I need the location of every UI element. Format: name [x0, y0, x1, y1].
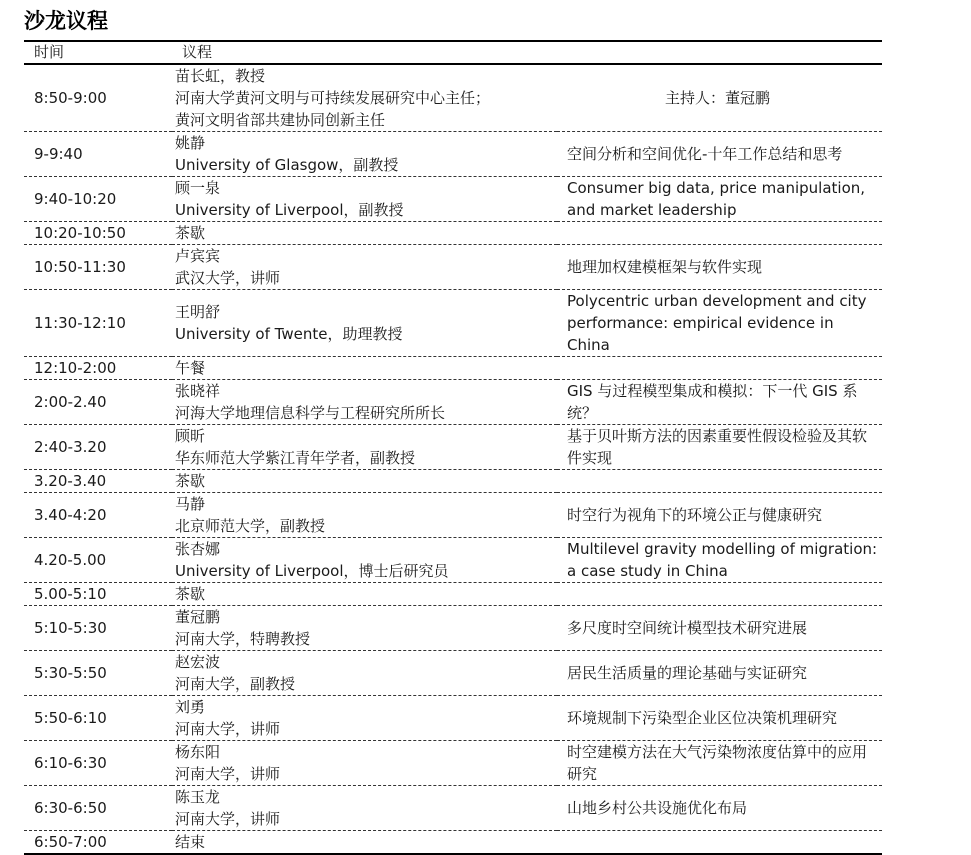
- topic-cell: [557, 222, 882, 245]
- time-cell: 9:40-10:20: [34, 190, 117, 208]
- speaker-cell: [172, 290, 557, 357]
- table-header-row: [24, 41, 882, 64]
- time-cell: 8:50-9:00: [34, 89, 107, 107]
- speaker-cell: [172, 425, 557, 470]
- time-cell: 3.20-3.40: [34, 472, 107, 490]
- table-row: [24, 470, 882, 493]
- speaker-name: 王明舒: [175, 303, 221, 321]
- topic-cell: 空间分析和空间优化-十年工作总结和思考: [567, 145, 843, 163]
- table-row: [24, 741, 882, 786]
- speaker-affiliation: 华东师范大学紫江青年学者，副教授: [175, 449, 416, 467]
- topic-cell: Multilevel gravity modelling of migration: a case study in China: [567, 540, 878, 580]
- speaker-name: 刘勇: [175, 698, 206, 716]
- speaker-cell: [172, 380, 557, 425]
- speaker-cell: [172, 741, 557, 786]
- speaker-name: 杨东阳: [175, 743, 221, 761]
- speaker-affiliation: University of Liverpool，副教授: [175, 201, 404, 219]
- speaker-cell: [172, 696, 557, 741]
- table-row: [24, 290, 882, 357]
- speaker-name: 张杏娜: [175, 540, 221, 558]
- speaker-affiliation: 河海大学地理信息科学与工程研究所所长: [175, 404, 446, 422]
- time-cell: 2:00-2.40: [34, 393, 107, 411]
- speaker-cell: [172, 64, 557, 132]
- speaker-name: 顾一泉: [175, 179, 221, 197]
- time-cell: 4.20-5.00: [34, 551, 107, 569]
- speaker-cell: [172, 583, 557, 606]
- time-cell: 11:30-12:10: [34, 314, 126, 332]
- speaker-affiliation: 河南大学，讲师: [175, 720, 281, 738]
- header-topic: [557, 41, 882, 64]
- speaker-name: 苗长虹，教授: [175, 67, 266, 85]
- speaker-cell: [172, 357, 557, 380]
- speaker-name: 马静: [175, 495, 206, 513]
- time-cell: 6:50-7:00: [34, 833, 107, 851]
- agenda-body: [24, 64, 882, 854]
- topic-cell: 山地乡村公共设施优化布局: [567, 799, 748, 817]
- speaker-cell: [172, 831, 557, 855]
- table-row: [24, 583, 882, 606]
- topic-cell: [557, 470, 882, 493]
- time-cell: 12:10-2:00: [34, 359, 117, 377]
- time-cell: 10:50-11:30: [34, 258, 126, 276]
- speaker-cell: [172, 245, 557, 290]
- table-row: [24, 222, 882, 245]
- agenda-table: [24, 40, 882, 855]
- header-agenda: 议程: [182, 43, 213, 61]
- speaker-affiliation: 河南大学黄河文明与可持续发展研究中心主任；: [175, 89, 491, 107]
- speaker-affiliation: University of Glasgow，副教授: [175, 156, 399, 174]
- table-row: [24, 538, 882, 583]
- table-row: [24, 177, 882, 222]
- speaker-affiliation: 武汉大学，讲师: [175, 269, 281, 287]
- speaker-name: 午餐: [175, 359, 206, 377]
- speaker-cell: [172, 470, 557, 493]
- speaker-name: 卢宾宾: [175, 247, 221, 265]
- topic-cell: 地理加权建模框架与软件实现: [567, 258, 763, 276]
- topic-cell: Polycentric urban development and city performance: empirical evidence in China: [567, 292, 867, 354]
- topic-cell: 时空行为视角下的环境公正与健康研究: [567, 506, 823, 524]
- speaker-cell: [172, 606, 557, 651]
- topic-cell: 环境规制下污染型企业区位决策机理研究: [567, 709, 838, 727]
- table-row: [24, 651, 882, 696]
- time-cell: 5.00-5:10: [34, 585, 107, 603]
- page-title: 沙龙议程: [24, 9, 108, 33]
- table-row: [24, 786, 882, 831]
- speaker-affiliation: 河南大学，副教授: [175, 675, 296, 693]
- table-row: [24, 831, 882, 855]
- speaker-name: 董冠鹏: [175, 608, 221, 626]
- table-row: [24, 493, 882, 538]
- speaker-affiliation: 北京师范大学，副教授: [175, 517, 326, 535]
- speaker-cell: [172, 538, 557, 583]
- topic-cell: 时空建模方法在大气污染物浓度估算中的应用研究: [567, 743, 868, 783]
- table-row: [24, 132, 882, 177]
- speaker-cell: [172, 132, 557, 177]
- speaker-name: 张晓祥: [175, 382, 221, 400]
- speaker-name: 顾昕: [175, 427, 206, 445]
- speaker-name: 茶歇: [175, 472, 206, 490]
- table-row: [24, 357, 882, 380]
- speaker-cell: [172, 177, 557, 222]
- speaker-affiliation: 河南大学，讲师: [175, 810, 281, 828]
- time-cell: 3.40-4:20: [34, 506, 107, 524]
- time-cell: 5:30-5:50: [34, 664, 107, 682]
- time-cell: 6:10-6:30: [34, 754, 107, 772]
- time-cell: 10:20-10:50: [34, 224, 126, 242]
- speaker-affiliation: University of Twente，助理教授: [175, 325, 403, 343]
- speaker-cell: [172, 786, 557, 831]
- speaker-cell: [172, 493, 557, 538]
- topic-cell: 居民生活质量的理论基础与实证研究: [567, 664, 808, 682]
- table-row: [24, 245, 882, 290]
- speaker-name: 结束: [175, 833, 206, 851]
- speaker-name: 姚静: [175, 134, 206, 152]
- speaker-affiliation: 河南大学，讲师: [175, 765, 281, 783]
- topic-cell: [557, 583, 882, 606]
- topic-cell: [557, 831, 882, 855]
- topic-cell: 多尺度时空间统计模型技术研究进展: [567, 619, 808, 637]
- topic-cell: 基于贝叶斯方法的因素重要性假设检验及其软件实现: [567, 427, 868, 467]
- speaker-name: 陈玉龙: [175, 788, 221, 806]
- table-row: [24, 380, 882, 425]
- topic-cell: [557, 357, 882, 380]
- header-time: 时间: [34, 43, 65, 61]
- table-row: [24, 606, 882, 651]
- topic-cell: GIS 与过程模型集成和模拟：下一代 GIS 系统？: [567, 382, 858, 422]
- speaker-affiliation: 黄河文明省部共建协同创新主任: [175, 111, 386, 129]
- speaker-name: 茶歇: [175, 224, 206, 242]
- speaker-affiliation: 河南大学，特聘教授: [175, 630, 311, 648]
- table-row: [24, 696, 882, 741]
- host-cell: 主持人：董冠鹏: [664, 89, 770, 107]
- time-cell: 5:10-5:30: [34, 619, 107, 637]
- topic-cell: Consumer big data, price manipulation, and market leadership: [567, 179, 866, 219]
- speaker-name: 茶歇: [175, 585, 206, 603]
- speaker-cell: [172, 651, 557, 696]
- table-row: [24, 64, 882, 132]
- time-cell: 2:40-3.20: [34, 438, 107, 456]
- speaker-cell: [172, 222, 557, 245]
- speaker-affiliation: University of Liverpool，博士后研究员: [175, 562, 449, 580]
- table-row: [24, 425, 882, 470]
- time-cell: 9-9:40: [34, 145, 83, 163]
- speaker-name: 赵宏波: [175, 653, 221, 671]
- time-cell: 5:50-6:10: [34, 709, 107, 727]
- time-cell: 6:30-6:50: [34, 799, 107, 817]
